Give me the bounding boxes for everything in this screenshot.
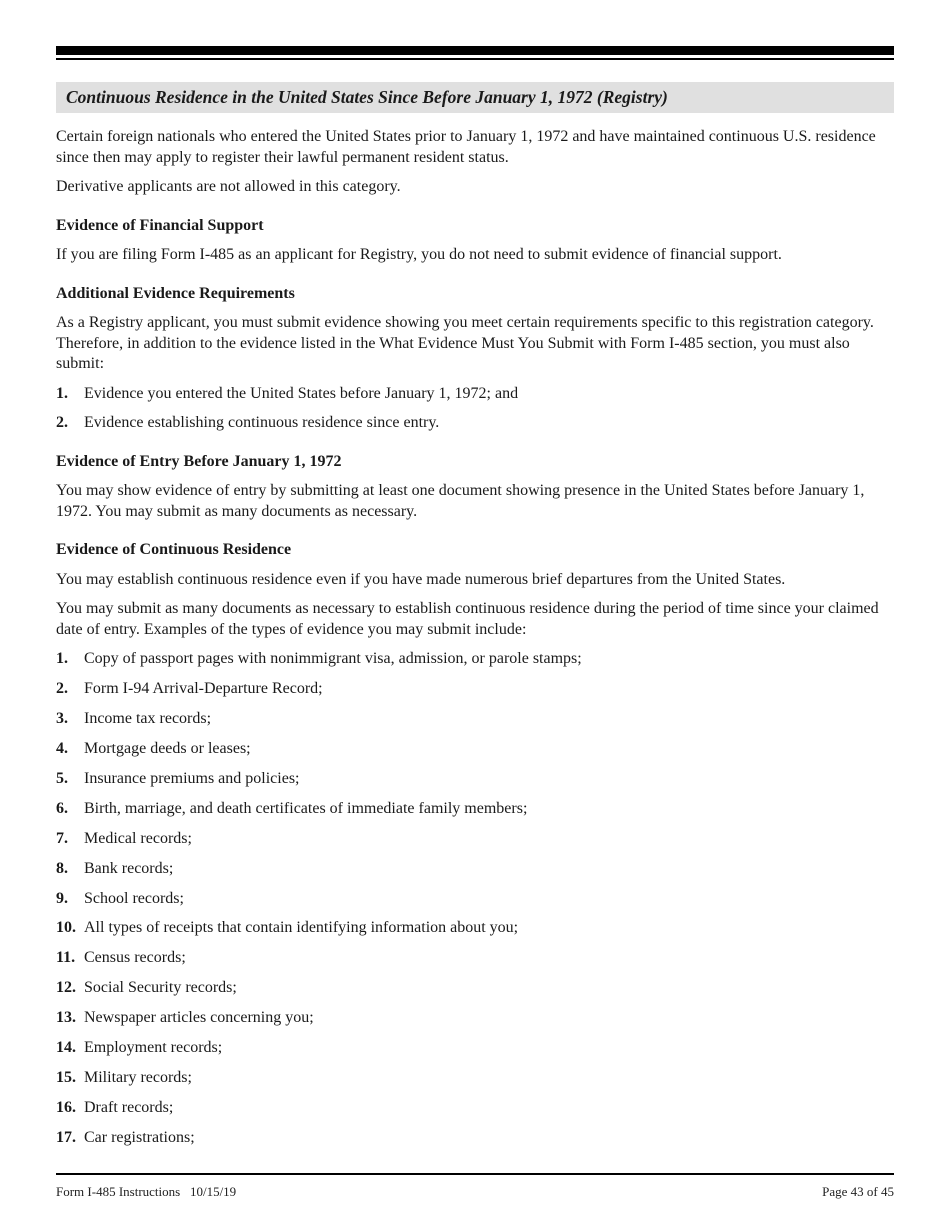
- continuous-residence-heading: Evidence of Continuous Residence: [56, 541, 292, 559]
- list-item-text: Social Security records;: [84, 979, 237, 997]
- additional-evidence-list: [56, 384, 894, 434]
- list-item-number: 14.: [56, 1038, 76, 1056]
- list-item: [56, 649, 894, 670]
- list-item: [56, 978, 894, 999]
- additional-evidence-heading: Additional Evidence Requirements: [56, 284, 295, 302]
- intro-paragraph: Certain foreign nationals who entered the United States prior to January 1, 1972 and have maintained continuous U.S. residence since then may apply to register their lawful permanent resident status.: [56, 128, 876, 166]
- additional-evidence-text: As a Registry applicant, you must submit evidence showing you meet certain requirements specific to this registration category. Therefore, in addition to the evidence listed in the What Evidence Must You Submit with Form I-485 section, you must also submit:: [56, 314, 874, 372]
- document-page: [56, 46, 894, 1148]
- list-item-number: 5.: [56, 769, 68, 787]
- list-item: [56, 1038, 894, 1059]
- list-item-number: 4.: [56, 740, 68, 758]
- list-item-number: 10.: [56, 919, 76, 937]
- list-item-number: 13.: [56, 1009, 76, 1027]
- list-item-text: Draft records;: [84, 1098, 174, 1116]
- list-item-number: 6.: [56, 799, 68, 817]
- list-item: [56, 948, 894, 969]
- list-item-text: Insurance premiums and policies;: [84, 769, 300, 787]
- list-item: [56, 769, 894, 790]
- evidence-of-entry-heading: Evidence of Entry Before January 1, 1972: [56, 452, 342, 470]
- list-item-number: 11.: [56, 949, 76, 967]
- list-item-text: School records;: [84, 889, 184, 907]
- list-item-text: Evidence establishing continuous residence since entry.: [84, 414, 440, 432]
- list-item: [56, 709, 894, 730]
- list-item: [56, 859, 894, 880]
- list-item-number: 2.: [56, 414, 68, 432]
- list-item-number: 1.: [56, 650, 68, 668]
- residence-evidence-list: [56, 649, 894, 1148]
- list-item: [56, 1098, 894, 1119]
- list-item-number: 1.: [56, 384, 68, 402]
- list-item-number: 17.: [56, 1128, 76, 1146]
- list-item-text: Copy of passport pages with nonimmigrant visa, admission, or parole stamps;: [84, 650, 582, 668]
- list-item: [56, 829, 894, 850]
- list-item-text: Mortgage deeds or leases;: [84, 740, 251, 758]
- list-item: [56, 1128, 894, 1149]
- list-item-text: Evidence you entered the United States before January 1, 1972; and: [84, 384, 519, 402]
- form-edition: Form I-485 Instructions 10/15/19: [56, 1184, 237, 1199]
- list-item-text: Income tax records;: [84, 710, 212, 728]
- list-item-number: 3.: [56, 710, 68, 728]
- list-item-text: Military records;: [84, 1068, 192, 1086]
- page-footer: [56, 1173, 894, 1200]
- list-item-number: 8.: [56, 859, 68, 877]
- header-rule-thin: [56, 58, 894, 60]
- list-item-text: Employment records;: [84, 1038, 223, 1056]
- list-item-number: 2.: [56, 680, 68, 698]
- list-item-text: Census records;: [84, 949, 186, 967]
- list-item: [56, 889, 894, 910]
- list-item-number: 16.: [56, 1098, 76, 1116]
- list-item-text: All types of receipts that contain identifying information about you;: [84, 919, 519, 937]
- list-item-text: Car registrations;: [84, 1128, 195, 1146]
- continuous-residence-text-2: You may submit as many documents as necessary to establish continuous residence during the period of time since your claimed date of entry. Examples of the types of evidence you may submit include:: [56, 600, 879, 638]
- list-item-text: Newspaper articles concerning you;: [84, 1009, 314, 1027]
- list-item-number: 7.: [56, 829, 68, 847]
- financial-support-text: If you are filing Form I-485 as an applicant for Registry, you do not need to submit evidence of financial support.: [56, 246, 782, 263]
- header-rule-thick: [56, 46, 894, 55]
- list-item-text: Form I-94 Arrival-Departure Record;: [84, 680, 323, 698]
- list-item-number: 15.: [56, 1068, 76, 1086]
- list-item: [56, 1008, 894, 1029]
- evidence-of-entry-text: You may show evidence of entry by submitting at least one document showing presence in the United States before January 1, 1972. You may submit as many documents as necessary.: [56, 482, 865, 520]
- derivative-note: Derivative applicants are not allowed in this category.: [56, 178, 401, 195]
- list-item-text: Birth, marriage, and death certificates of immediate family members;: [84, 799, 528, 817]
- list-item: [56, 918, 894, 939]
- continuous-residence-text-1: You may establish continuous residence even if you have made numerous brief departures from the United States.: [56, 570, 786, 588]
- list-item-text: Bank records;: [84, 859, 174, 877]
- page-number: Page 43 of 45: [822, 1184, 894, 1199]
- list-item: [56, 1068, 894, 1089]
- list-item-number: 9.: [56, 889, 68, 907]
- list-item: [56, 679, 894, 700]
- list-item: [56, 413, 894, 434]
- section-title: Continuous Residence in the United States Since Before January 1, 1972 (Registry): [56, 82, 894, 113]
- financial-support-heading: Evidence of Financial Support: [56, 216, 264, 234]
- list-item: [56, 799, 894, 820]
- list-item: [56, 384, 894, 405]
- list-item-number: 12.: [56, 979, 76, 997]
- list-item: [56, 739, 894, 760]
- list-item-text: Medical records;: [84, 829, 192, 847]
